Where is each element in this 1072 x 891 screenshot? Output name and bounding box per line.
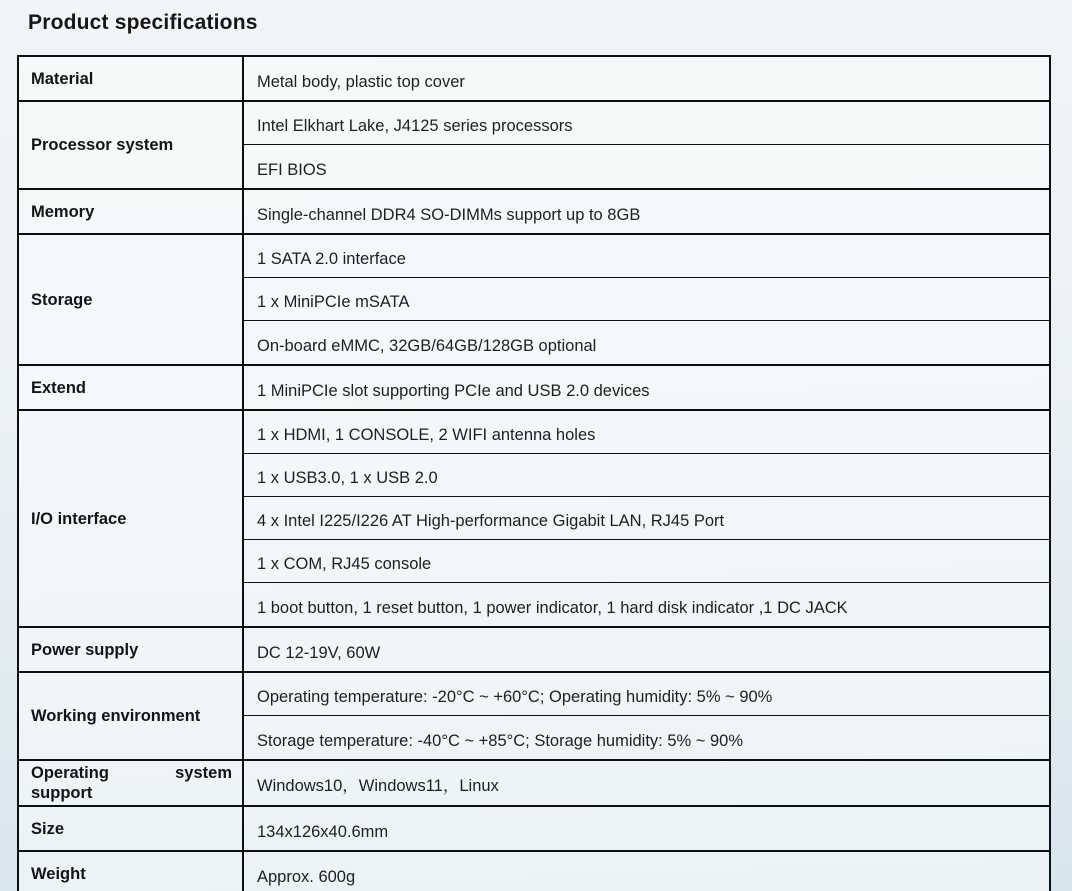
spec-values [244, 852, 1049, 891]
spec-value: Intel Elkhart Lake, J4125 series processors [244, 102, 1049, 145]
spec-row-processor-system [19, 102, 1049, 190]
spec-row-os-support [19, 761, 1049, 807]
spec-values [244, 807, 1049, 850]
spec-values [244, 411, 1049, 626]
spec-row-weight [19, 852, 1049, 891]
spec-value: 1 x MiniPCIe mSATA [244, 278, 1049, 321]
spec-label-storage: Storage [19, 235, 244, 364]
spec-value: 1 MiniPCIe slot supporting PCIe and USB 2.0 devices [257, 381, 650, 400]
spec-label-word: support [31, 784, 93, 802]
spec-label-os-support [19, 761, 244, 805]
spec-value: 134x126x40.6mm [257, 822, 389, 841]
spec-label-weight: Weight [19, 852, 244, 891]
spec-value: 1 x USB3.0, 1 x USB 2.0 [244, 454, 1049, 497]
spec-label-extend: Extend [19, 366, 244, 409]
spec-value: EFI BIOS [257, 160, 327, 179]
spec-row-power-supply [19, 628, 1049, 673]
spec-values [244, 190, 1049, 233]
spec-value: Single-channel DDR4 SO-DIMMs support up to 8GB [257, 205, 641, 224]
spec-values [244, 673, 1049, 759]
spec-label-working-environment: Working environment [19, 673, 244, 759]
spec-row-extend [19, 366, 1049, 411]
page-title: Product specifications [28, 11, 258, 34]
spec-values [244, 57, 1049, 100]
spec-value: Windows10，Windows11，Linux [257, 776, 499, 795]
spec-values [244, 761, 1049, 805]
spec-table [17, 55, 1051, 891]
spec-row-memory [19, 190, 1049, 235]
spec-row-working-environment [19, 673, 1049, 761]
spec-values [244, 366, 1049, 409]
spec-row-storage [19, 235, 1049, 366]
spec-value: On-board eMMC, 32GB/64GB/128GB optional [257, 336, 597, 355]
spec-label-power-supply: Power supply [19, 628, 244, 671]
spec-label-line [31, 763, 232, 783]
spec-value: 1 SATA 2.0 interface [244, 235, 1049, 278]
spec-value: Storage temperature: -40°C ~ +85°C; Storage humidity: 5% ~ 90% [257, 731, 744, 750]
spec-row-material [19, 57, 1049, 102]
spec-value: 1 x HDMI, 1 CONSOLE, 2 WIFI antenna holes [244, 411, 1049, 454]
spec-value: 4 x Intel I225/I226 AT High-performance Gigabit LAN, RJ45 Port [244, 497, 1049, 540]
spec-values [244, 235, 1049, 364]
spec-value: 1 boot button, 1 reset button, 1 power indicator, 1 hard disk indicator ,1 DC JACK [257, 598, 848, 617]
spec-value: 1 x COM, RJ45 console [244, 540, 1049, 583]
spec-row-io-interface [19, 411, 1049, 628]
spec-values [244, 628, 1049, 671]
spec-label-processor-system: Processor system [19, 102, 244, 188]
spec-value: Metal body, plastic top cover [257, 72, 465, 91]
spec-value: Approx. 600g [257, 867, 356, 886]
spec-row-size [19, 807, 1049, 852]
spec-value: Operating temperature: -20°C ~ +60°C; Operating humidity: 5% ~ 90% [244, 673, 1049, 716]
spec-label-size: Size [19, 807, 244, 850]
spec-label-word: system [175, 764, 232, 782]
spec-label-word: Operating [31, 764, 109, 782]
spec-label-material: Material [19, 57, 244, 100]
spec-values [244, 102, 1049, 188]
spec-label-io-interface: I/O interface [19, 411, 244, 626]
spec-value: DC 12-19V, 60W [257, 643, 381, 662]
spec-label-memory: Memory [19, 190, 244, 233]
